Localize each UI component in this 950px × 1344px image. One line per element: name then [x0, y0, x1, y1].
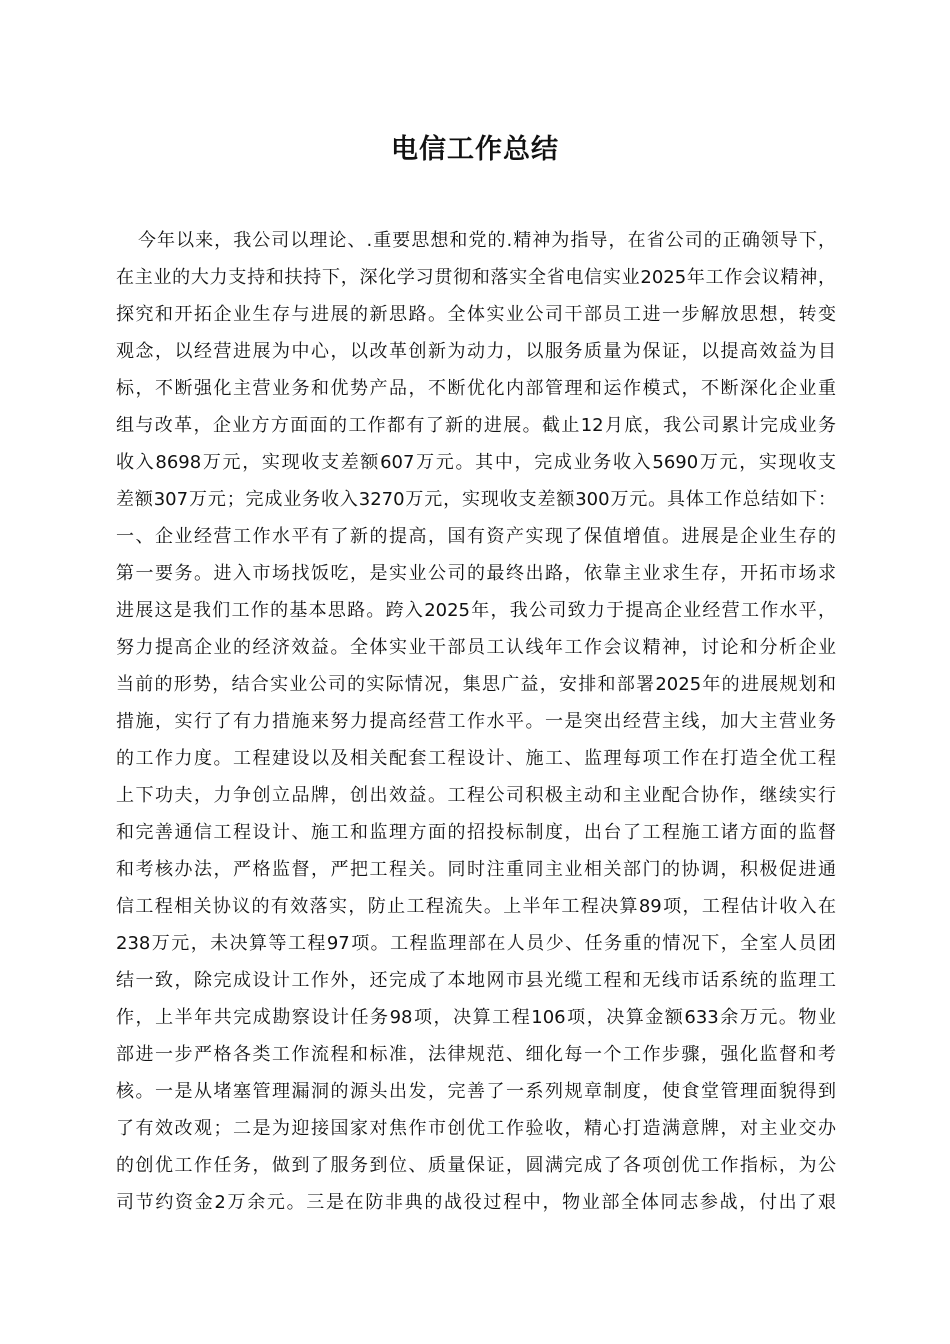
- paragraph-line: 在主业的大力支持和扶持下，深化学习贯彻和落实全省电信实业2025年工作会议精神，: [116, 267, 836, 288]
- paragraph-line: 的创优工作任务，做到了服务到位、质量保证，圆满完成了各项创优工作指标，为公: [116, 1155, 836, 1176]
- paragraph-line: 结一致，除完成设计工作外，还完成了本地网市县光缆工程和无线市话系统的监理工: [116, 970, 836, 991]
- document-body: [116, 222, 836, 1221]
- paragraph-line: 信工程相关协议的有效落实，防止工程流失。上半年工程决算89项，工程估计收入在: [116, 896, 836, 917]
- paragraph-line: 的工作力度。工程建设以及相关配套工程设计、施工、监理每项工作在打造全优工程: [116, 748, 836, 769]
- paragraph-line: 和考核办法，严格监督，严把工程关。同时注重同主业相关部门的协调，积极促进通: [116, 859, 836, 880]
- paragraph-line: 探究和开拓企业生存与进展的新思路。全体实业公司干部员工进一步解放思想，转变: [116, 304, 836, 325]
- paragraph-line: 一、企业经营工作水平有了新的提高，国有资产实现了保值增值。进展是企业生存的: [116, 526, 836, 547]
- paragraph-line: 核。一是从堵塞管理漏洞的源头出发，完善了一系列规章制度，使食堂管理面貌得到: [116, 1081, 836, 1102]
- paragraph-line: 第一要务。进入市场找饭吃，是实业公司的最终出路，依靠主业求生存，开拓市场求: [116, 563, 836, 584]
- paragraph-line: 了有效改观；二是为迎接国家对焦作市创优工作验收，精心打造满意牌，对主业交办: [116, 1118, 836, 1139]
- paragraph-line: 进展这是我们工作的基本思路。跨入2025年，我公司致力于提高企业经营工作水平，: [116, 600, 836, 621]
- paragraph-line: 上下功夫，力争创立品牌，创出效益。工程公司积极主动和主业配合协作，继续实行: [116, 785, 836, 806]
- paragraph-line: 和完善通信工程设计、施工和监理方面的招投标制度，出台了工程施工诸方面的监督: [116, 822, 836, 843]
- paragraph-line: 努力提高企业的经济效益。全体实业干部员工认线年工作会议精神，讨论和分析企业: [116, 637, 836, 658]
- paragraph-line: 部进一步严格各类工作流程和标准，法律规范、细化每一个工作步骤，强化监督和考: [116, 1044, 836, 1065]
- paragraph-line: 司节约资金2万余元。三是在防非典的战役过程中，物业部全体同志参战，付出了艰: [116, 1192, 836, 1213]
- document-title: 电信工作总结: [391, 134, 559, 165]
- paragraph-line: 标，不断强化主营业务和优势产品，不断优化内部管理和运作模式，不断深化企业重: [116, 378, 836, 399]
- paragraph-line: 措施，实行了有力措施来努力提高经营工作水平。一是突出经营主线，加大主营业务: [116, 711, 836, 732]
- paragraph-line: 观念，以经营进展为中心，以改革创新为动力，以服务质量为保证，以提高效益为目: [116, 341, 836, 362]
- paragraph-line: 当前的形势，结合实业公司的实际情况，集思广益，安排和部署2025年的进展规划和: [116, 674, 836, 695]
- paragraph-line: 238万元，未决算等工程97项。工程监理部在人员少、任务重的情况下，全室人员团: [116, 933, 836, 954]
- paragraph-line: 组与改革，企业方方面面的工作都有了新的进展。截止12月底，我公司累计完成业务: [116, 415, 836, 436]
- paragraph-line: 收入8698万元，实现收支差额607万元。其中，完成业务收入5690万元，实现收支: [116, 452, 836, 473]
- paragraph-line: 作，上半年共完成勘察设计任务98项，决算工程106项，决算金额633余万元。物业: [116, 1007, 836, 1028]
- paragraph-line: 今年以来，我公司以理论、.重要思想和党的.精神为指导，在省公司的正确领导下，: [138, 230, 836, 251]
- paragraph-line: 差额307万元；完成业务收入3270万元，实现收支差额300万元。具体工作总结如下：: [116, 489, 836, 510]
